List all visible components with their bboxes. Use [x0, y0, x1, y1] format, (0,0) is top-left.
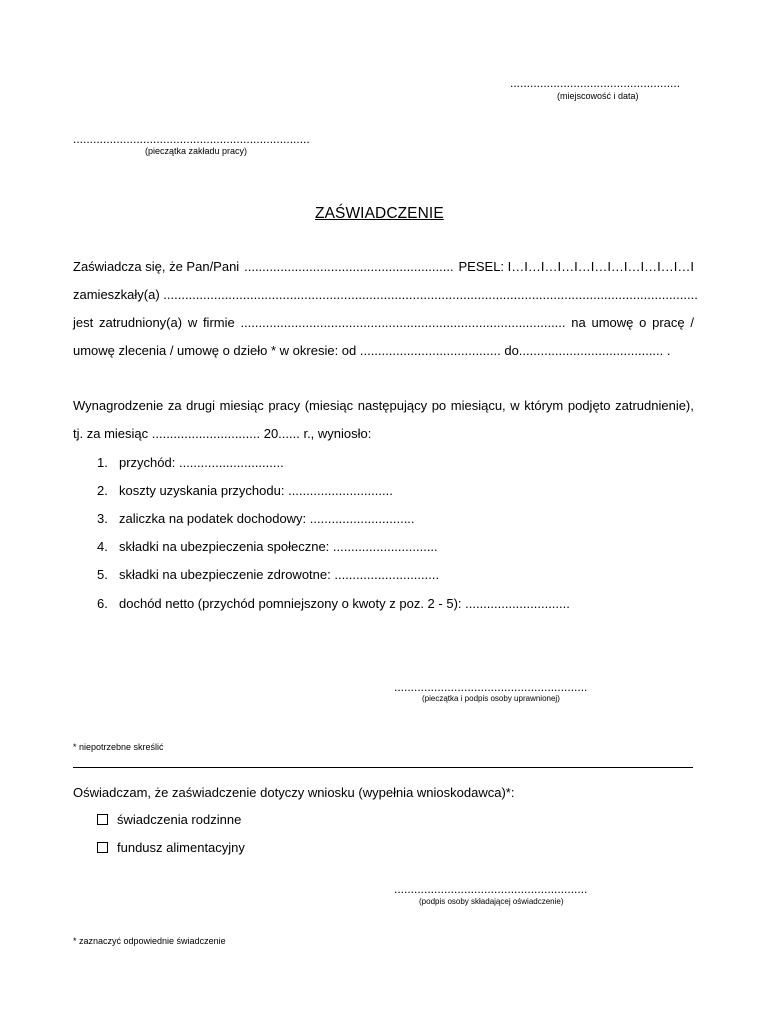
word: / [690, 315, 694, 330]
document-title: ZAŚWIADCZENIE [315, 205, 444, 222]
word: w [187, 315, 198, 330]
applicant-signature-label: (podpis osoby składającej oświadczenie) [419, 897, 564, 906]
word: na [571, 315, 586, 330]
list-item[interactable] [97, 567, 439, 582]
salary-month-line[interactable]: tj. za miesiąc .............................. 20...... r., wyniosło: [73, 426, 372, 441]
word: miesiącu, [450, 398, 506, 413]
word: (miesiąc [304, 398, 354, 413]
word: za [167, 398, 182, 413]
word: którym [524, 398, 564, 413]
item-text: koszty uzyskania przychodu: ............................. [119, 483, 393, 498]
employee-line [73, 259, 694, 274]
checkbox-alimony-fund[interactable] [97, 840, 245, 855]
checkbox-icon[interactable] [97, 842, 108, 853]
address-line[interactable]: zamieszkały(a) .................................................................................................................................................... [73, 287, 698, 302]
employee-name-field[interactable]: .......................................................... [244, 259, 454, 274]
section-divider [73, 767, 693, 768]
company-field[interactable]: .......................................................................................... [240, 315, 566, 330]
word: drugi [186, 398, 216, 413]
item-number: 1. [97, 455, 108, 470]
item-number: 4. [97, 539, 108, 554]
word: podjęto [567, 398, 611, 413]
list-item[interactable] [97, 483, 393, 498]
item-number: 5. [97, 567, 108, 582]
footnote-mark: * zaznaczyć odpowiednie świadczenie [73, 936, 226, 946]
item-text: składki na ubezpieczenie zdrowotne: ............................. [119, 567, 440, 582]
list-item[interactable] [97, 511, 415, 526]
item-number: 2. [97, 483, 108, 498]
word: następujący [357, 398, 428, 413]
footnote-strike: * niepotrzebne skreślić [73, 742, 164, 752]
word: zatrudniony(a) [98, 315, 183, 330]
authorized-signature-label: (pieczątka i podpis osoby uprawnionej) [422, 694, 560, 703]
checkbox-icon[interactable] [97, 814, 108, 825]
item-number: 3. [97, 511, 108, 526]
salary-intro-line [73, 398, 694, 413]
word: o [639, 315, 647, 330]
item-text: zaliczka na podatek dochodowy: ............................. [119, 511, 415, 526]
stamp-dots[interactable]: ....................................................................... [73, 132, 310, 146]
word: jest [73, 315, 94, 330]
employee-name-label: Zaświadcza się, że Pan/Pani [73, 259, 240, 274]
list-item[interactable] [97, 539, 438, 554]
period-line[interactable]: umowę zlecenia / umowę o dzieło * w okresie: od ....................................... do........................................ . [73, 343, 671, 358]
item-number: 6. [97, 596, 108, 611]
word: Wynagrodzenie [73, 398, 164, 413]
stamp-label: (pieczątka zakładu pracy) [145, 146, 248, 156]
item-text: dochód netto (przychód pomniejszony o kwoty z poz. 2 - 5): ............................. [119, 596, 570, 611]
place-date-label: (miejscowość i data) [557, 91, 639, 101]
word: pracę [652, 315, 685, 330]
list-item[interactable] [97, 455, 284, 470]
authorized-signature-field[interactable]: .......................................................... [394, 680, 588, 694]
word: pracy [268, 398, 301, 413]
employment-line [73, 315, 694, 330]
pesel-field[interactable]: PESEL: I…I…I…I…I…I…I…I…I…I…I…I [458, 259, 694, 274]
place-date-dots[interactable]: ................................................... [510, 76, 681, 90]
word: firmie [202, 315, 235, 330]
word: umowę [591, 315, 634, 330]
checkbox-family-benefits[interactable] [97, 812, 241, 827]
checkbox-label: świadczenia rodzinne [117, 812, 242, 827]
checkbox-label: fundusz alimentacyjny [117, 840, 245, 855]
item-text: składki na ubezpieczenia społeczne: ............................. [119, 539, 438, 554]
item-text: przychód: ............................. [119, 455, 284, 470]
applicant-signature-field[interactable]: .......................................................... [394, 882, 588, 896]
declaration-text: Oświadczam, że zaświadczenie dotyczy wniosku (wypełnia wnioskodawca)*: [73, 785, 515, 800]
word: w [510, 398, 520, 413]
word: zatrudnienie), [615, 398, 694, 413]
word: miesiąc [219, 398, 264, 413]
word: po [431, 398, 447, 413]
list-item[interactable] [97, 596, 570, 611]
